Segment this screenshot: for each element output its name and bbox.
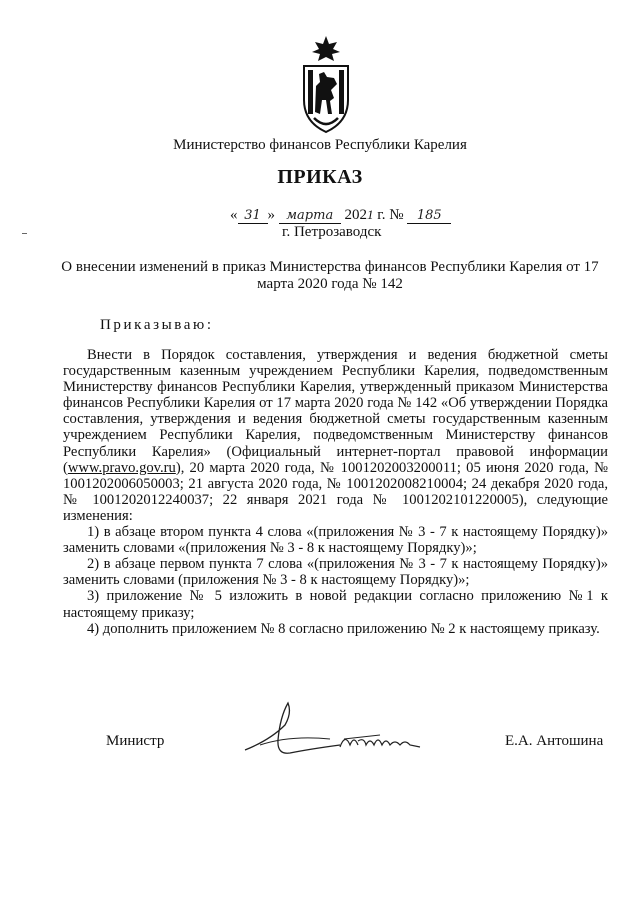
open-quote: «	[230, 207, 238, 223]
document-subject: О внесении изменений в приказ Министерства финансов Республики Карелия от 17 марта 2020 года № 142	[61, 259, 599, 292]
handwritten-month: марта	[279, 208, 341, 224]
change-item-4: 4) дополнить приложением № 8 согласно приложению № 2 к настоящему приказу.	[87, 620, 600, 637]
handwritten-year-digit: 1	[367, 207, 374, 222]
karelia-coat-of-arms-icon	[300, 34, 352, 134]
date-number-line	[230, 207, 451, 224]
number-label: г. №	[373, 207, 404, 223]
main-paragraph	[63, 347, 608, 524]
order-word: Приказываю:	[100, 317, 214, 333]
close-quote: »	[267, 207, 275, 223]
change-item-1: 1) в абзаце втором пункта 4 слова «(приложения № 3 - 7 к настоящему Порядку)» заменить словами «(приложения № 3 - 8 к настоящему Порядку)»;	[63, 524, 608, 557]
margin-mark	[22, 233, 27, 234]
change-item-2: 2) в абзаце первом пункта 7 слова «(приложения № 3 - 7 к настоящему Порядку)» заменить словами (приложения № 3 - 8 к настоящему Порядку)»;	[63, 556, 608, 589]
city: г. Петрозаводск	[282, 224, 382, 240]
handwritten-order-number: 185	[407, 208, 451, 224]
change-item-3: 3) приложение № 5 изложить в новой редакции согласно приложению №1 к настоящему приказу;	[63, 588, 608, 621]
handwritten-day: 31	[238, 208, 268, 224]
ministry-name: Министерство финансов Республики Карелия	[173, 137, 467, 153]
signatory-position: Министр	[106, 733, 165, 749]
signatory-name: Е.А. Антошина	[505, 733, 604, 749]
pravo-link[interactable]: www.pravo.gov.ru	[67, 459, 176, 476]
handwritten-signature	[240, 695, 440, 765]
main-paragraph-text: Внести в Порядок составления, утверждения и ведения бюджетной сметы государственным казенным учреждением Республики Карелия, подведомственным Министерству финансов Республики Карелия, утвержденный приказом Министерства финансов Республики Карелия от 17 марта 2020 года № 142 «Об утверждении Порядка составления, утверждения и ведения бюджетной сметы государственным казенным учреждением Республики Карелия, подведомственным Министерству финансов Республики Карелия» (Официальный интернет-портал правовой информации (	[63, 347, 608, 476]
document-title: ПРИКАЗ	[277, 166, 363, 188]
year-prefix: 202	[344, 207, 367, 223]
document-body	[63, 347, 608, 637]
main-paragraph-text-continued: ), 20 марта 2020 года, № 1001202003200011; 05 июня 2020 года, № 1001202006050003; 21 августа 2020 года, № 1001202008210004; 24 декабря 2020 года, № 1001202012240037; 22 января 2021 года № 1001202101220005), следующие изменения:	[63, 459, 608, 524]
